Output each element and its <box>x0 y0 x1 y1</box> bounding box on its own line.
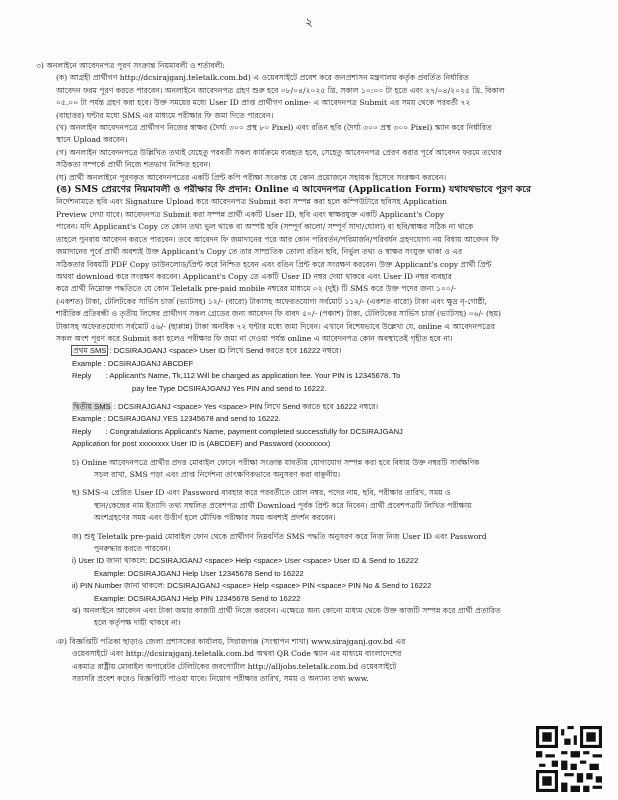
text-line: চ) Online আবেদনপত্রে প্রার্থীর প্রদত্ত মোবাইল ফোনে পরীক্ষা সংক্রান্ত যাবতীয় যোগাযোগ সম্পন্ন করা হবে বিধায় উক্ত নম্বরটি সার্বক্ষণিক <box>72 457 480 467</box>
text-line: টাকাসহ অফেরতযোগ্য সর্বমোট ৫৬/- (ছাপ্পান্ন) টাকা অনধিক ৭২ ঘন্টার মধ্যে জমা দিবেন। এখানে বিশেষভাবে উল্লেখ্য যে, online এ আবেদনপত্রের <box>56 321 496 331</box>
sms-first-reply-cont: pay fee Type DCSIRAJGANJ Yes PIN and send to 16222. <box>132 383 327 393</box>
text-line: জ) শুধু Teletalk pre-paid মোবাইল ফোন থেকে প্রার্থীগণ নিম্নবর্ণিত SMS পদ্ধতি অনুসরণ করে নিজ নিজ User ID এবং Password <box>72 531 487 541</box>
clause-ja <box>36 531 596 556</box>
clause-jha <box>36 605 596 630</box>
text-line: তাহলে পুনরায় আবেদন করতে পারবেন। তবে আবেদন ফি জমাদানের পরে আর কোন পরিবর্তন/পরিমার্জন/পরিবর্ধন গ্রহণযোগ্য নয় বিধায় আবেদন ফি <box>56 234 499 244</box>
sms-first-example: : DCSIRAJGANJ ABCDEF <box>103 358 194 368</box>
text-line: ছ) SMS-এ প্রেরিত User ID এবং Password ব্যবহার করে পরবর্তীতে রোল নম্বর, পদের নাম, ছবি, পরীক্ষার তারিখ, সময় ও <box>72 488 451 498</box>
text-line: অংশগ্রহণের সময় এবং উত্তীর্ণ হলে মৌখিক পরীক্ষার সময় অবশ্যই প্রদর্শন করবেন। <box>94 513 336 523</box>
text-line: (বাহাত্তর) ঘন্টার মধ্যে SMS এর মাধ্যমে পরীক্ষার ফি জমা দিতে পারবেন। <box>56 110 274 120</box>
clause-gha: (ঘ) প্রার্থী অনলাইনে পূরণকৃত আবেদনপত্রের একটি প্রিন্ট কপি পরীক্ষা সংক্রান্ত যে কোন প্রয়োজনে সহায়ক হিসেবে সংরক্ষণ করবেন। <box>56 172 447 182</box>
text-line: শারীরিক প্রতিবন্ধী ও তৃতীয় লিঙ্গের প্রার্থীগণ সকল গ্রেডের জন্য আবেদন ফি বাবদ ৫০/- (পঞ্চাশ) টাকা, টেলিটকের সার্ভিস চার্জ (ভ্যাটসহ) ০৬/- (ছয়) <box>56 309 502 319</box>
reply-label: Reply <box>72 426 92 436</box>
text-line: (একশত) টাকা, টেলিটকের সার্ভিস চার্জ (ভ্যাটসহ) ১২/- (বারো) টাকাসহ অফেরতযোগ্য সর্বমোট ১১২/- (একশত বারো) টাকা এবং ক্ষুদ্র নৃ-গোষ্ঠী, <box>56 296 488 306</box>
recover-user-id: i) User ID জানা থাকলে: DCSIRAJGANJ <space> Help <space> User <space> User ID & Send to 16222 <box>72 556 419 566</box>
text-line: ০৫.০০ টা পর্যন্ত গ্রহণ করা হবে। উক্ত সময়ের মধ্যে User ID প্রাপ্ত প্রার্থীগণ online- এ আবেদনপত্র Submit এর সময় থেকে পরবর্তী ৭২ <box>56 98 471 108</box>
recover-user-id-example: Example: DCSIRAJGANJ Help User 12345678 Send to 16222 <box>94 568 304 578</box>
text-line: আবেদন ফরম পূরণ করতে পারবেন। অনলাইনে আবেদনপত্র গ্রহণ শুরু হবে ০৮/০৪/২০২৫ খ্রি. সকাল ১০:০০ টা হতে এবং ২৭/০৪/২০২৫ খ্রি. বিকাল <box>56 85 505 95</box>
recover-pin: ii) PIN Number জানা থাকলে: DCSIRAJGANJ <space> Help <space> PIN <space> PIN No & Send to 16222 <box>72 581 432 591</box>
text-line: পাবেন। যদি Applicant's Copy তে কোন তথ্য ভুল থাকে বা অস্পষ্ট ছবি (সম্পূর্ণ কালো/ সম্পূর্ণ সাদা/ঘোলা) বা ছবি/স্বাক্ষর সঠিক না থাকে <box>56 222 474 232</box>
text-line: সঠিকতার বিষয়টি PDF Copy ডাউনলোড/প্রিন্ট করে নিশ্চিত হবেন এবং রঙিন প্রিন্ট করে সংরক্ষণ করবেন। উক্ত Applicant's copy প্রার্থী প্রিন্ট <box>56 259 492 269</box>
text-line: (ক) আগ্রহী প্রার্থীগণ http://dcsirajganj.teletalk.com.bd) এ ওয়েবসাইটে প্রবেশ করে জনপ্রশাসন মন্ত্রণালয় কর্তৃক প্রবর্তিত নির্ধারিত <box>56 73 469 83</box>
example-label: Example <box>72 414 102 424</box>
section-3-heading: ৩) অনলাইনে আবেদনপত্র পূরণ সংক্রান্ত নিয়মাবলী ও শর্তাবলী: <box>36 61 225 70</box>
text-line: ওয়েবসাইটে এবং http://dcsirajganj.teletalk.com.bd অথবা QR Code স্ক্যান এর মাধ্যমে বাংলাদেশের <box>72 649 402 659</box>
qr-code-icon <box>536 726 602 792</box>
text-line: স্থানে Upload করবেন। <box>56 135 128 145</box>
sms-first-reply: : Applicant's Name, Tk,112 Will be charged as application fee. Your PIN is 12345678. To <box>105 371 401 381</box>
text-line: সঠিকতা সম্পর্কে প্রার্থী নিজে শতভাগ নিশ্চিত হবেন। <box>56 160 211 170</box>
sms-first-block <box>36 345 596 395</box>
text-line: অথবা download করে সংরক্ষণ করবেন। Applicant's Copy তে একটি User ID নম্বর দেয়া থাকবে এবং User ID নম্বর ব্যবহার <box>56 271 452 281</box>
sms-second-reply-cont: Application for post xxxxxxxx User ID is (ABCDEF) and Password (xxxxxxxx) <box>72 439 331 449</box>
text-line: জমাদানের পূর্বে প্রার্থী অবশ্যই উক্ত Applicant's Copy তে তার সাম্প্রতিক তোলা রঙিন ছবি, নির্ভুল তথ্য ও স্বাক্ষর সংযুক্ত থাকা ও এর <box>56 247 463 257</box>
sms-second-example: : DCSIRAJGANJ YES 12345678 and send to 16222. <box>103 414 281 424</box>
sms-first-command: : DCSIRAJGANJ <space> User ID লিখে Send করতে হবে 16222 নম্বরে। <box>109 346 342 356</box>
clause-uma <box>36 184 596 345</box>
reply-label: Reply <box>72 371 92 381</box>
text-line: সরাসরি প্রবেশ করেও বিজ্ঞপ্তিটি পাওয়া যাবে। নিয়োগ পরীক্ষার তারিখ, সময় ও অন্যান্য তথ্য www. <box>72 674 369 684</box>
text-line: সকল অংশ পূরণ করে Submit করা হলেও পরীক্ষার ফি জমা না দেওয়া পর্যন্ত online এ আবেদনপত্র কোন অবস্থাতেই গৃহীত হবে না। <box>56 333 453 343</box>
text-line: Preview দেখা যাবে। আবেদনপত্র Submit করা সম্পন্ন প্রার্থী একটি User ID, ছবি এবং স্বাক্ষরযুক্ত একটি Applicant's Copy <box>56 209 445 219</box>
sms-second-command: : DCSIRAJGANJ <space> Yes <space> PIN লিখে Send করতে হবে 16222 নম্বরে। <box>113 401 379 411</box>
clause-na <box>36 636 516 686</box>
text-line: পুনরুদ্ধার করতে পারবেন। <box>94 544 171 554</box>
sms-first-label: প্রথম SMS <box>73 346 107 356</box>
text-line: একমাত্র রাষ্ট্রীয় মোবাইল অপারেটর টেলিটকের জবপোর্টাল http://alljobs.teletalk.com.bd ওয়েবসাইটে <box>72 661 397 671</box>
recovery-block <box>36 555 596 605</box>
text-line: (ঙ) SMS প্রেরণের নিয়মাবলী ও পরীক্ষার ফি প্রদান: Online এ আবেদনপত্র (Application Form) যথাযথভাবে পূরণ করে <box>56 184 532 196</box>
recover-pin-example: Example: DCSIRAJGANJ Help PIN 12345678 Send to 16222 <box>94 593 301 603</box>
text-line: ঝ) অনলাইনে আবেদন এবং টাকা জমার কাজটি প্রার্থী নিজে করবেন। এক্ষেত্রে অন্য কোনো মাধ্যম থেকে উক্ত কাজটি সম্পন্ন করে প্রার্থী প্রতারিত <box>72 606 501 616</box>
text-line: নির্দেশনামতে ছবি এবং Signature Upload করে আবেদনপত্র Submit করা সম্পন্ন করা হলে কম্পিউটারে ছবিসহ Application <box>56 197 447 207</box>
text-line: (খ) অনলাইন আবেদনপত্রে প্রার্থীগণ নিজের স্বাক্ষর (দৈর্ঘ্য ৩০০ প্রস্থ ৮০ Pixel) এবং রঙিন ছবি (দৈর্ঘ্য ৩০০ প্রস্থ ৩০০ Pixel) স্ক্যান করে নির্ধারিত <box>56 123 492 133</box>
text-line: স্থান/কেন্দ্রের নাম ইত্যাদি তথ্য সম্বলিত প্রবেশপত্র প্রার্থী Download পূর্বক প্রিন্ট করে নিবেন। প্রার্থী প্রবেশপত্রটি লিখিত পরীক্ষায় <box>94 500 472 510</box>
main-content <box>36 60 596 686</box>
example-label: Example <box>72 358 102 368</box>
text-line: ঞ) বিজ্ঞপ্তিটি পত্রিকা ছাড়াও জেলা প্রশাসকের কার্যালয়, সিরাজগঞ্জ (সংস্থাপন শাখা) www.sirajganj.gov.bd এর <box>56 636 406 646</box>
clause-ga <box>36 147 596 172</box>
sms-second-label: দ্বিতীয় SMS <box>73 401 111 411</box>
clause-ka <box>36 72 596 122</box>
sms-second-reply: : Congratulations Applicant's Name, payment completed successfully for DCSIRAJGANJ <box>105 426 403 436</box>
text-line: করে প্রার্থী নিম্নোক্ত পদ্ধতিতে যে কোন Teletalk pre-paid mobile নম্বরের মাধ্যমে ০২ (দুই) টি SMS করে উক্ত পদের জন্য ১০০/- <box>56 284 456 294</box>
page-number: ২ <box>305 15 313 29</box>
text-line: হলে কর্তৃপক্ষ দায়ী থাকবে না। <box>94 618 181 628</box>
text-line: (গ) অনলাইন আবেদনপত্রে উল্লিখিত তথ্যই যেহেতু পরবর্তী সকল কার্যক্রমে ব্যবহৃত হবে, সেহেতু আবেদনপত্র প্রেরণ করার পূর্বে আবেদন ফরমে তথ্যের <box>56 147 502 157</box>
clause-kha <box>36 122 596 147</box>
clause-cha <box>36 457 596 482</box>
text-line: সচল রাখা, SMS পড়া এবং প্রাপ্ত নির্দেশনা তাৎক্ষণিকভাবে অনুসরণ করা বাঞ্ছনীয়। <box>94 470 341 479</box>
clause-chha <box>36 487 596 524</box>
sms-second-block <box>36 401 596 451</box>
